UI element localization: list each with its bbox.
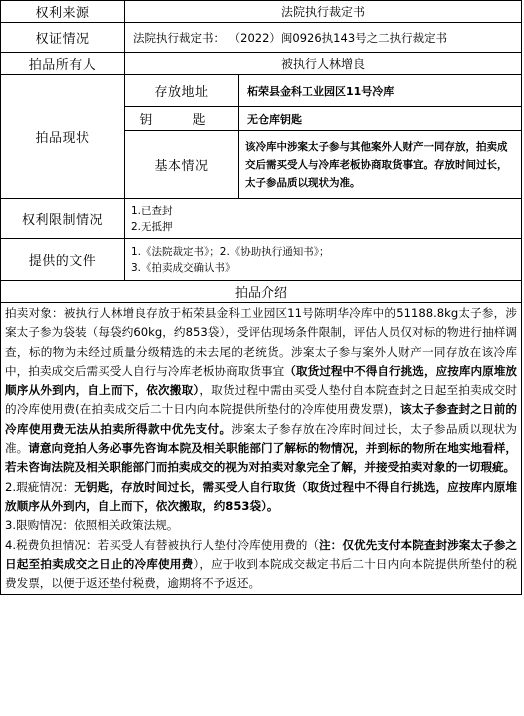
location-value: 柘荣县金科工业园区11号冷库 (239, 75, 522, 107)
row-location (1, 75, 522, 107)
row-intro-heading (1, 281, 522, 303)
intro-paragraph-3: 3.限购情况：依照相关政策法规。 (5, 518, 179, 533)
intro-p1-bold-b: （取货过程中不得自行挑选，应按库内原堆放顺序从外到内，自上而下，依次搬取） (5, 363, 517, 398)
status-label: 拍品现状 (1, 75, 125, 199)
location-label: 存放地址 (125, 75, 239, 107)
row-certificate (1, 23, 522, 53)
documents-line-2: 3.《拍卖成交确认书》 (131, 261, 236, 274)
row-restriction (1, 199, 522, 239)
key-label: 钥 匙 (125, 107, 239, 131)
key-value: 无仓库钥匙 (239, 107, 522, 131)
intro-p1-text-c: ，取货过程中需由买受人垫付自本院查封之日起至拍卖成交时的冷库使用费(在拍卖成交后二十日内向本院提供所垫付的冷库使用费发票)， (5, 383, 518, 417)
intro-body (1, 303, 522, 595)
restriction-line-1: 1.已查封 (131, 204, 173, 217)
documents-label: 提供的文件 (1, 239, 125, 281)
certificate-label: 权证情况 (1, 23, 125, 53)
restriction-line-2: 2.无抵押 (131, 220, 173, 233)
certificate-value: 法院执行裁定书： （2022）闽0926执143号之二执行裁定书 (125, 23, 522, 53)
intro-p1-text-e: 涉案太子参存放在冷库时间过长，太子参品质以现状为准。 (5, 421, 517, 456)
intro-p2-text-a: 2.瑕疵情况： (5, 479, 75, 494)
intro-p4-text-a: 4.税费负担情况：若买受人有替被执行人垫付冷库使用费的（ (5, 537, 320, 552)
restriction-label: 权利限制情况 (1, 199, 125, 239)
intro-p2-bold-b: 无钥匙，存放时间过长，需买受人自行取货（取货过程中不得自行挑选，应按库内原堆放顺序从外到内，自上而下，依次搬取，约853袋）。 (5, 479, 518, 513)
row-owner (1, 53, 522, 75)
basic-value: 该冷库中涉案太子参与其他案外人财产一同存放，拍卖成交后需买受人与冷库老板协商取货事宜。存放时间过长，太子参品质以现状为准。 (239, 131, 522, 199)
row-rights-source (1, 1, 522, 23)
documents-value (125, 239, 522, 281)
intro-paragraph-1 (5, 304, 517, 478)
intro-p1-bold-f: 请意向竞拍人务必事先咨询本院及相关职能部门了解标的物情况，并到标的物所在地实地看样，若未咨询法院及相关职能部门而拍卖成交的视为对拍卖对象完全了解，并接受拍卖对象的一切瑕疵。 (5, 441, 517, 475)
rights-source-value: 法院执行裁定书 (125, 1, 522, 23)
restriction-value (125, 199, 522, 239)
owner-label: 拍品所有人 (1, 53, 125, 75)
owner-value: 被执行人林增良 (125, 53, 522, 75)
row-documents (1, 239, 522, 281)
basic-label: 基本情况 (125, 131, 239, 199)
documents-line-1: 1.《法院裁定书》；2.《协助执行通知书》； (131, 245, 330, 258)
intro-heading: 拍品介绍 (1, 281, 522, 303)
intro-p4-text-c: ），应于收到本院成交裁定书后二十日内向本院提供所垫付的税费发票，以便于返还垫付税费，逾期将不予返还。 (5, 556, 518, 591)
intro-p1-text-a: 拍卖对象：被执行人林增良存放于柘荣县金科工业园区11号陈明华冷库中的51188.8kg太子参，涉案太子参为袋装（每袋约60kg，约853袋），受评估现场条件限制，评估人员仅对标的物进行抽样调查，标的物为未经过质量分级精选的未去尾的老统货。涉案太子参与案外人财产一同存放在该冷库中，拍卖成交后需买受人自行与冷库老板协商取货事宜 (5, 306, 518, 378)
intro-p4-bold-b: 注：仅优先支付本院查封涉案太子参之日起至拍卖成交之日止的冷库使用费 (5, 537, 518, 571)
intro-paragraph-2 (5, 478, 517, 517)
intro-paragraph-4 (5, 536, 517, 594)
intro-p1-bold-d: 该太子参查封之日前的冷库使用费无法从拍卖所得款中优先支付。 (5, 402, 517, 436)
row-intro-body (1, 303, 522, 595)
rights-source-label: 权利来源 (1, 1, 125, 23)
